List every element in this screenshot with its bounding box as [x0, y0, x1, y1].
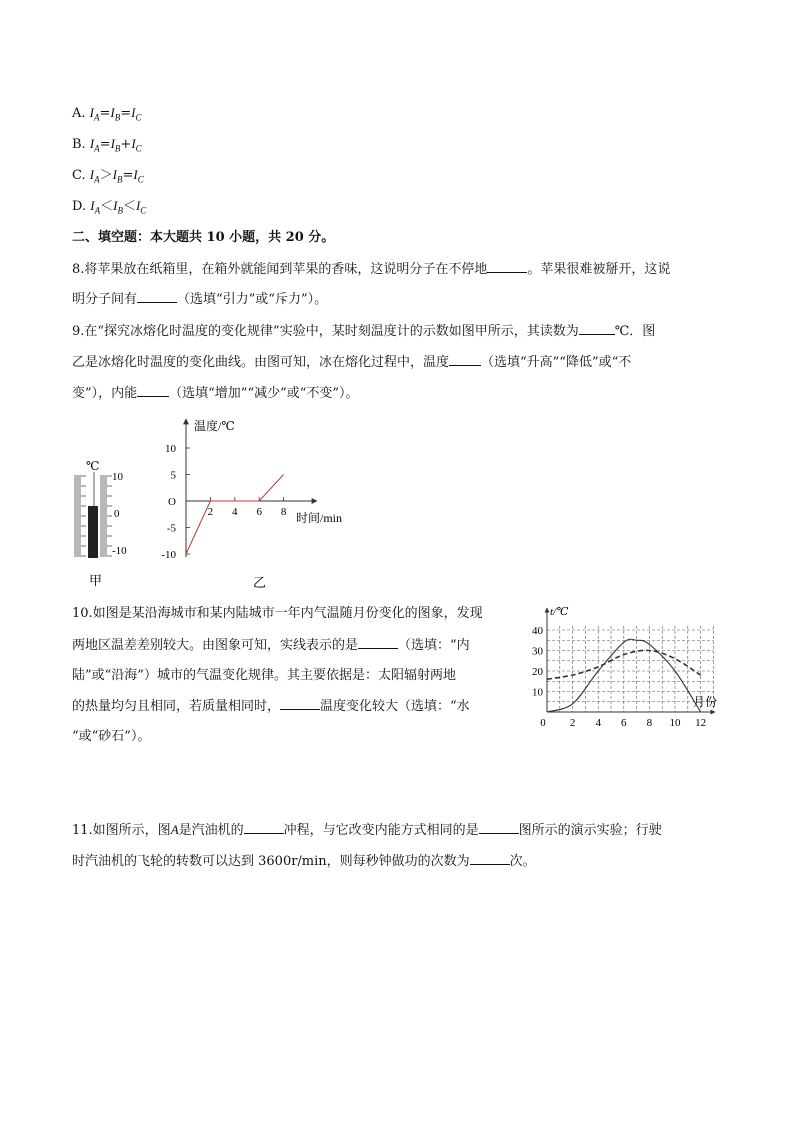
temperature-chart [525, 600, 725, 735]
option-letter: A. [72, 106, 86, 121]
answer-blank[interactable] [280, 697, 320, 710]
x-tick-label: 6 [256, 506, 262, 518]
x-tick-label: 6 [621, 717, 627, 729]
thermometer-tick-label: 10 [112, 471, 123, 483]
y-tick-label: 10 [165, 443, 176, 455]
q9-line-1: 9.在“探究冰熔化时温度的变化规律”实验中，某时刻温度计的示数如图甲所示，其读数为 ℃．图 [72, 324, 656, 339]
y-tick-label: 20 [532, 666, 543, 678]
q10-line-3: 陆”或“沿海”）城市的气温变化规律。其主要依据是：太阳辐射两地 [72, 668, 456, 683]
x-tick-label: 4 [232, 506, 238, 518]
y-tick-label: 40 [532, 625, 543, 637]
y-tick-label: -5 [166, 522, 176, 535]
x-axis-label: 月份 [693, 695, 718, 709]
option-d [72, 197, 146, 220]
x-tick-label: 0 [540, 717, 546, 729]
option-expr: $I_A<I_B<I_C$ [90, 198, 147, 216]
option-c [72, 166, 144, 189]
answer-blank[interactable] [358, 636, 398, 649]
mercury-column [88, 506, 98, 558]
q10-line-5: “或“砂石”）。 [72, 729, 151, 744]
answer-blank[interactable] [449, 353, 481, 366]
q9-line-3: 变”），内能 （选填“增加”“减少”或“不变”）。 [72, 386, 359, 401]
option-letter: C. [72, 168, 86, 183]
answer-blank[interactable] [137, 290, 177, 303]
y-axis-label: t/℃ [550, 606, 569, 618]
figure-label-jia: 甲 [89, 573, 103, 588]
q8-line-1: 8.将苹果放在纸箱里，在箱外就能闻到苹果的香味，这说明分子在不停地 。苹果很难被掰开，这说 [72, 262, 671, 277]
thermometer-tick-label: -10 [112, 545, 127, 557]
option-a [72, 104, 142, 127]
thermometer-tick-label: 0 [114, 508, 120, 520]
melting-graph [160, 415, 365, 595]
x-tick-label: 10 [669, 717, 681, 729]
x-tick-label: 12 [695, 717, 707, 729]
answer-blank[interactable] [479, 821, 519, 834]
y-tick-label: 10 [532, 686, 543, 699]
thermometer-unit: ℃ [86, 459, 100, 473]
answer-blank[interactable] [487, 260, 527, 273]
q11-line-2: 时汽油机的飞轮的转数可以达到 3600r/min，则每秒钟做功的次数为 次。 [72, 854, 536, 869]
y-tick-label: O [168, 496, 176, 508]
option-letter: D. [72, 199, 87, 214]
section-heading: 二、填空题：本大题共 10 小题，共 20 分。 [72, 230, 335, 245]
option-expr: $I_A>I_B=I_C$ [89, 167, 144, 185]
y-tick-label: -10 [161, 549, 176, 561]
q10-line-4: 的热量均匀且相同，若质量相同时， 温度变化较大（选填：“水 [72, 699, 470, 714]
x-axis-label: 时间/min [296, 511, 343, 525]
answer-blank[interactable] [137, 384, 169, 397]
y-tick-label: 30 [532, 645, 543, 658]
q11-line-1: 11.如图所示，图A是汽油机的 冲程，与它改变内能方式相同的是 图所示的演示实验；行驶 [72, 822, 662, 838]
option-expr: $I_A=I_B=I_C$ [89, 105, 142, 123]
q10-line-2: 两地区温差差别较大。由图象可知，实线表示的是 （选填：“内 [72, 638, 470, 653]
answer-blank[interactable] [244, 821, 284, 834]
x-tick-label: 2 [207, 506, 214, 518]
y-axis-label: 温度/℃ [194, 419, 235, 433]
q8-line-2: 明分子间有 （选填“引力”或“斥力”）。 [72, 292, 328, 307]
x-tick-label: 8 [280, 506, 287, 518]
answer-blank[interactable] [579, 322, 615, 335]
figure-label-yi: 乙 [253, 575, 267, 590]
x-tick-label: 8 [646, 717, 653, 729]
answer-blank[interactable] [470, 852, 510, 865]
option-expr: $I_A=I_B+I_C$ [89, 136, 142, 154]
thermometer-figure [60, 448, 150, 593]
y-tick-label: 5 [170, 469, 176, 482]
q10-line-1: 10.如图是某沿海城市和某内陆城市一年内气温随月份变化的图象，发现 [72, 606, 483, 621]
q9-line-2: 乙是冰熔化时温度的变化曲线。由图可知，冰在熔化过程中，温度 （选填“升高”“降低”或“不 [72, 355, 632, 370]
x-tick-label: 2 [569, 717, 576, 729]
option-b [72, 135, 142, 158]
x-tick-label: 4 [595, 717, 601, 729]
option-letter: B. [72, 137, 86, 152]
